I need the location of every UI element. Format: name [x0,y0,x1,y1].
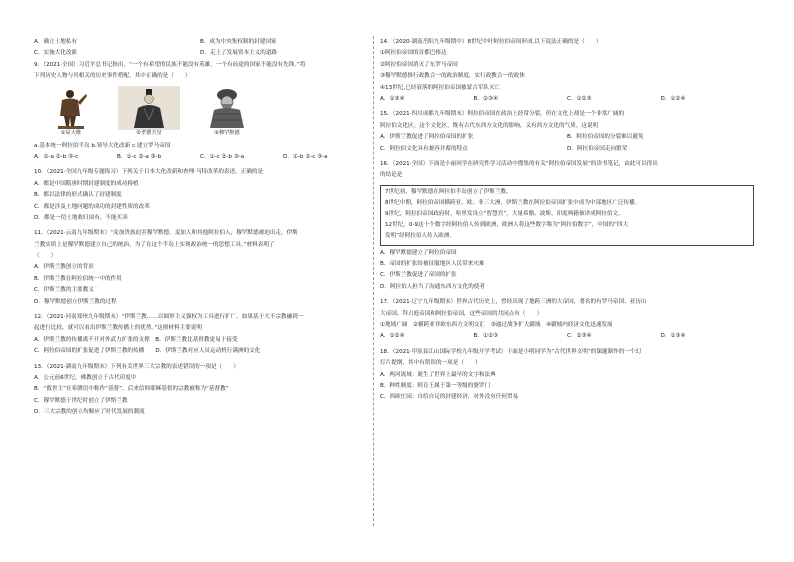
q8-option-b[interactable]: B．成为中央集权制的封建国家 [200,39,277,45]
q8-option-c[interactable]: C．实施大化改新 [34,50,78,57]
q14-options [380,95,754,106]
q10-stem: 10．（2021·全国九年级专题练习）下列关于日本大化改新和查理·马特改革的表述，正确的是 [34,169,264,176]
q15-stem-1: 15．（2021·四川成都九年级期末）阿拉伯帝国在政治上经常分裂，但在文化上却是一个非常广阔的 [380,111,625,118]
figure-caption: ①屋大维 [60,129,82,136]
portrait-image [118,86,180,130]
figure-caption: ②孝德天皇 [136,129,162,136]
q17-option-d[interactable]: D．①③④ [660,333,686,340]
q9-option-c[interactable]: C．①-c ②-b ③-a [200,153,245,160]
q16-note-3: 9世纪，阿拉伯帝国政府时，哈里发设立“智慧宫”，大量希腊、波斯、印度典籍被译成阿拉伯文。 [385,210,624,217]
q9-figures [40,86,366,140]
q8-option-a[interactable]: A．确立土地私有 [34,39,77,45]
q9-stem-1: 9．（2021·全国）习近平总书记指出，“一个有希望的民族不能没有英雄，一个有前途的国家不能没有先锋。”将 [34,61,306,68]
q15-option-a[interactable]: A．伊斯兰教促进了阿拉伯帝国的扩张 [380,134,474,141]
q8-option-d[interactable]: D．走上了发展资本主义的道路 [200,50,278,57]
q17-stem-2: 大帝国、拜占庭帝国和阿拉伯帝国，这些帝国的共同点有（ ） [380,310,543,317]
q15-option-d[interactable]: D．阿拉伯帝国走向繁荣 [567,145,628,152]
q15-option-c[interactable]: C．阿拉伯文化具有兼容并蓄的特点 [380,145,468,152]
q14-item-4: ④13世纪,已经衰落的阿拉伯帝国被蒙古军队灭亡 [380,84,501,91]
q17-options [380,332,754,343]
q14-item-3: ③穆罕默德推行政教合一的政治制度，实行政教合一的政体 [380,73,525,80]
q18-option-a[interactable]: A．两河流域：诞生了世界上最早的文字和法典 [380,371,496,378]
statue-image [40,86,102,130]
q18-option-b[interactable]: B．种姓制度：阿育王属于第一等级的婆罗门 [380,382,491,389]
q15-option-b[interactable]: B．阿拉伯帝国的分裂难以避免 [567,134,644,141]
q18-stem-1: 18．（2021·甲原县江山国际学校九年级开学考试）下面是小明同学为“古代世界文明”的课题制作的一个幻 [380,348,642,355]
q16-option-d[interactable]: D．阿拉伯人担当了沟通东西方文化的使者 [380,283,485,290]
q17-items: ①地域广阔 ②横跨亚非欧东西方文明交汇 ③通过战争扩大疆域 ④疆域内经济文化迅速发展 [380,322,613,329]
figure-caption: ③穆罕默德 [214,129,240,136]
q11-stem-3: （ ） [34,253,57,260]
q14-item-1: ①阿拉伯帝国的首都巴格达 [380,50,447,57]
q14-stem: 14．（2020·湖南岳阳九年级期中）8世纪中叶阿拉伯帝国形成,以下说法正确的是（ ） [380,39,602,45]
q9-option-b[interactable]: B．①-c ②-a ③-b [117,153,162,160]
q14-option-b[interactable]: B．②③④ [473,95,498,102]
q16-option-a[interactable]: A．穆罕默德建立了阿拉伯帝国 [380,249,457,256]
q10-option-a[interactable]: A．都是中国隋唐时期封建制度的成功移植 [34,180,139,187]
q16-notes-box [380,185,754,246]
q12-stem-1: 12．（2021·河南郑州九年级期末）“伊斯兰教……以圆形主义强权为工具进行扩广。如果基于大不宗教融到一 [34,314,304,321]
q16-note-5: 发明”经阿拉伯人传入欧洲。 [385,232,456,239]
q14-option-d[interactable]: D．①②④ [660,95,686,102]
q11-option-c[interactable]: C．伊斯兰教的主要教义 [34,287,94,294]
q13-option-b[interactable]: B．“救世主”在希腊语中称作“基督”，后来信仰耶稣基督的宗教被称为“基督教” [34,386,229,393]
q10-option-d[interactable]: D．都是一切土地收归国有，不能买卖 [34,214,128,221]
engraving-image [196,86,258,130]
q12-options-ab[interactable]: A．伊斯兰教的传播离不开对外武力扩张的支撑 B．伊斯兰教比基督教更易于接受 [34,336,238,343]
figure-muhammad [196,86,258,140]
q9-option-a[interactable]: A．①-a ②-b ③-c [34,153,79,160]
q11-stem-2: 兰教实质上是穆罕默德建立自己的统治，为了在这个半岛上实现政治统一的思想工具。”材料表明了 [34,241,275,248]
q11-option-a[interactable]: A．伊斯兰教创立的背景 [34,264,94,271]
q16-stem-1: 16．（2021·全国）下面是小丽同学在研究性学习活动中搜集的有关“阿拉伯帝国发展”的读书笔记，由此可以得出 [380,160,658,167]
q11-option-b[interactable]: B．伊斯兰教在阿拉伯统一中的作用 [34,275,122,282]
q12-options-cd[interactable]: C．阿拉伯帝国的扩张促进了伊斯兰教的传播 D．伊斯兰教对应人员运动机行满洲的文化 [34,348,261,355]
q13-option-a[interactable]: A．公元前6世纪，佛教创立于古代印度中 [34,374,137,381]
q14-item-2: ②阿拉伯帝国消灭了东罗马帝国 [380,61,458,68]
figure-octavian [40,86,102,140]
q17-option-c[interactable]: C．②③④ [567,333,592,340]
column-divider [373,36,374,526]
q15-stem-2: 阿拉伯文化区。这个文化区，既有古代东西方文化的影响，又有西方文化的气质。这说明 [380,122,599,129]
q18-stem-2: 灯片提纲，其中有错误的一项是（ ） [380,360,481,367]
q17-stem-1: 17．（2021·辽宁九年级期末）世界古代历史上，曾经出现了地跨三洲的大帝国，著名的有罗马帝国、亚历山 [380,299,647,306]
q18-option-c[interactable]: C．西欧庄园：自给自足的封建经济，对外没有任何贸易 [380,394,519,401]
q16-option-c[interactable]: C．伊斯兰教促进了帝国的扩张 [380,272,457,279]
q17-option-a[interactable]: A．①②④ [380,333,405,340]
q8-options [34,38,366,49]
q14-option-a[interactable]: A．①③④ [380,95,405,102]
q17-option-b[interactable]: B．①②③ [473,333,498,340]
q16-option-b[interactable]: B．帝国的扩张给被征服地区人民带来灾难 [380,261,485,268]
q13-stem: 13．（2021·湖南九年级期末）下列有关世界三大宗教的表述错误的一项是（ ） [34,363,239,370]
q13-option-c[interactable]: C．穆罕默德于世纪时创立了伊斯兰教 [34,397,128,404]
q9-events: a.基本统一阿拉伯半岛 b.领导大化改新 c.建立罗马帝国 [34,142,171,149]
q11-option-d[interactable]: D．穆罕默德创立伊斯兰教的过程 [34,298,117,305]
figure-kotoku [118,86,180,140]
q9-options [34,153,366,164]
q11-stem-1: 11．（2021·云南九年级期末）“麦加贵族迫害穆罕默德，麦加人和其他阿拉伯人，穆罕默德被迫出走，伊斯 [34,230,298,237]
q16-stem-2: 的结论是 [380,172,403,179]
q9-option-d[interactable]: D．①-b ②-c ③-a [283,153,328,160]
q16-note-1: 7世纪初，穆罕默德在阿拉伯半岛创立了伊斯兰教。 [385,188,512,195]
q14-option-c[interactable]: C．①②③ [567,95,592,102]
q12-stem-2: 起进行比较，就可以看出伊斯兰教传播上的优势。”这则材料主要说明 [34,325,202,332]
q16-note-2: 8世纪中期，阿拉伯帝国横跨亚、欧、非三大洲，伊斯兰教在阿拉伯帝国扩张中成为中部地区广泛传播。 [385,199,641,206]
q13-option-d[interactable]: D．三大宗教的创立均顺应了时代发展的潮流 [34,409,145,416]
left-column [34,38,366,420]
q16-note-4: 12世纪，0-9这十个数字经阿拉伯人传到欧洲，欧洲人将这些数字称为“阿拉伯数字”，中国的“四大 [385,221,629,228]
right-column [380,38,754,405]
q10-option-b[interactable]: B．都以法律的形式确认了封建制度 [34,192,122,199]
q9-stem-2: 下列历史人物与其相关的历史事件搭配，其中正确的是（ ） [34,73,191,80]
q10-option-c[interactable]: C．都是涉及土地问题的成功的封建性质的改革 [34,203,150,210]
